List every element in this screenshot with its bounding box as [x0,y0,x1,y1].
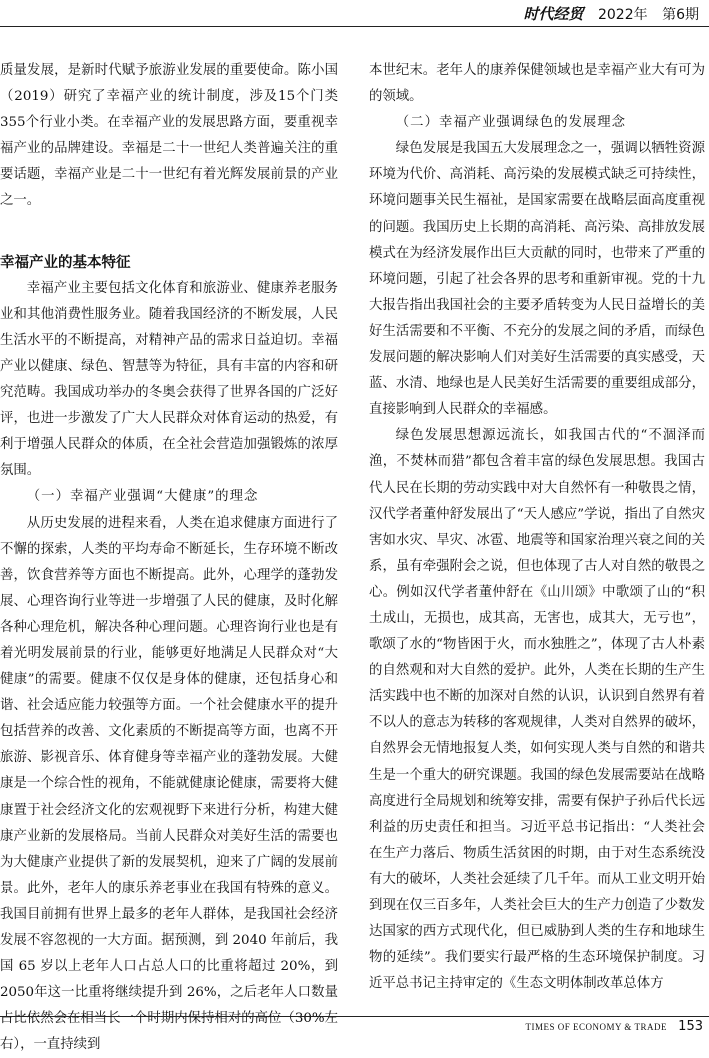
journal-name-english: TIMES OF ECONOMY & TRADE [525,1022,667,1032]
left-column [0,58,338,1058]
page-header [0,0,709,28]
page-number: 153 [678,1019,703,1034]
paragraph: 幸福产业主要包括文化体育和旅游业、健康养老服务业和其他消费性服务业。随着我国经济的不断发展，人民生活水平的不断提高，对精神产品的需求日益迫切。幸福产业以健康、绿色、智慧等为特征，具有丰富的内容和研究范畴。我国成功举办的冬奥会获得了世界各国的广泛好评，也进一步激发了广大人民群众对体育运动的热爱，有利于增强人民群众的体质，在全社会营造加强锻炼的浓厚氛围。 [0,276,338,485]
header-meta [524,3,699,24]
paragraph: 绿色发展是我国五大发展理念之一，强调以牺牲资源环境为代价、高消耗、高污染的发展模式缺乏可持续性，环境问题事关民生福祉，是国家需要在战略层面高度重视的问题。我国历史上长期的高消耗、高污染、高排放发展模式在为经济发展作出巨大贡献的同时，也带来了严重的环境问题，引起了社会各界的思考和重新审视。党的十九大报告指出我国社会的主要矛盾转变为人民日益增长的美好生活需要和不平衡、不充分的发展之间的矛盾，而绿色发展问题的解决影响人们对美好生活需要的真实感受，天蓝、水清、地绿也是人民美好生活需要的重要组成部分，直接影响到人民群众的幸福感。 [369,136,705,423]
paragraph: 从历史发展的进程来看，人类在追求健康方面进行了不懈的探索，人类的平均寿命不断延长，生存环境不断改善，饮食营养等方面也不断提高。此外，心理学的蓬勃发展、心理咨询行业等进一步增强了人民的健康，及时化解各种心理危机，解决各种心理问题。心理咨询行业也是有着光明发展前景的行业，能够更好地满足人民群众对“大健康”的需要。健康不仅仅是身体的健康，还包括身心和谐、社会适应能力较强等方面。一个社会健康水平的提升包括营养的改善、文化素质的不断提高等方面，也离不开旅游、影视音乐、体育健身等幸福产业的蓬勃发展。大健康是一个综合性的视角，不能就健康论健康，需要将大健康置于社会经济文化的宏观视野下来进行分析，构建大健康产业新的发展格局。当前人民群众对美好生活的需要也为大健康产业提供了新的发展契机，迎来了广阔的发展前景。此外，老年人的康乐养老事业在我国有特殊的意义。我国目前拥有世界上最多的老年人群体，是我国社会经济发展不容忽视的一大方面。据预测，到 2040 年前后，我国 65 岁以上老年人口占总人口的比重将超过 20%，到 2050年这一比重将继续提升到 26%，之后老年人口数量占比依然会在相当长一个时期内保持相对的高位（30%左右），一直持续到 [0,511,338,1058]
header-rule [0,26,709,27]
journal-logo: 时代经贸 [524,5,584,23]
footer-rule [0,1016,709,1017]
section-heading: 幸福产业的基本特征 [0,250,338,276]
subsection-heading: （一）幸福产业强调“大健康”的理念 [0,484,338,510]
paragraph: 绿色发展思想源远流长，如我国古代的“不涸泽而渔，不焚林而猎”都包含着丰富的绿色发展思想。我国古代人民在长期的劳动实践中对大自然怀有一种敬畏之情，汉代学者董仲舒发展出了“天人感应”学说，指出了自然灾害如水灾、旱灾、冰雹、地震等和国家治理兴衰之间的关系，虽有牵强附会之说，但也体现了古人对自然的敬畏之心。例如汉代学者董仲舒在《山川颂》中歌颂了山的“积土成山，无损也，成其高，无害也，成其大，无亏也”，歌颂了水的“物皆困于火，而水独胜之”，体现了古人朴素的自然观和对大自然的爱护。此外，人类在长期的生产生活实践中也不断的加深对自然的认识，认识到自然界有着不以人的意志为转移的客观规律，人类对自然界的破坏，自然界会无情地报复人类，如何实现人类与自然的和谐共生是一个重大的研究课题。我国的绿色发展需要站在战略高度进行全局规划和统筹安排，需要有保护子孙后代长远利益的历史责任和担当。习近平总书记指出：“人类社会在生产力落后、物质生活贫困的时期，由于对生态系统没有大的破坏，人类社会延续了几千年。而从工业文明开始到现在仅三百多年，人类社会巨大的生产力创造了少数发达国家的西方式现代化，但已威胁到人类的生存和地球生物的延续”。我们要实行最严格的生态环境保护制度。习近平总书记主持审定的《生态文明体制改革总体方 [369,423,705,997]
section-gap [0,215,338,250]
issue-year: 2022年 [598,7,648,23]
paragraph-continued: 本世纪末。老年人的康养保健领域也是幸福产业大有可为的领域。 [369,58,705,110]
subsection-heading: （二）幸福产业强调绿色的发展理念 [369,110,705,136]
page-footer [0,1016,709,1038]
right-column [369,58,705,997]
paragraph-intro-continued: 质量发展，是新时代赋予旅游业发展的重要使命。陈小国（2019）研究了幸福产业的统计制度，涉及15个门类355个行业小类。在幸福产业的发展思路方面，要重视幸福产业的品牌建设。幸福是二十一世纪人类普遍关注的重要话题，幸福产业是二十一世纪有着光辉发展前景的产业之一。 [0,58,338,215]
issue-number: 第6期 [662,7,699,23]
